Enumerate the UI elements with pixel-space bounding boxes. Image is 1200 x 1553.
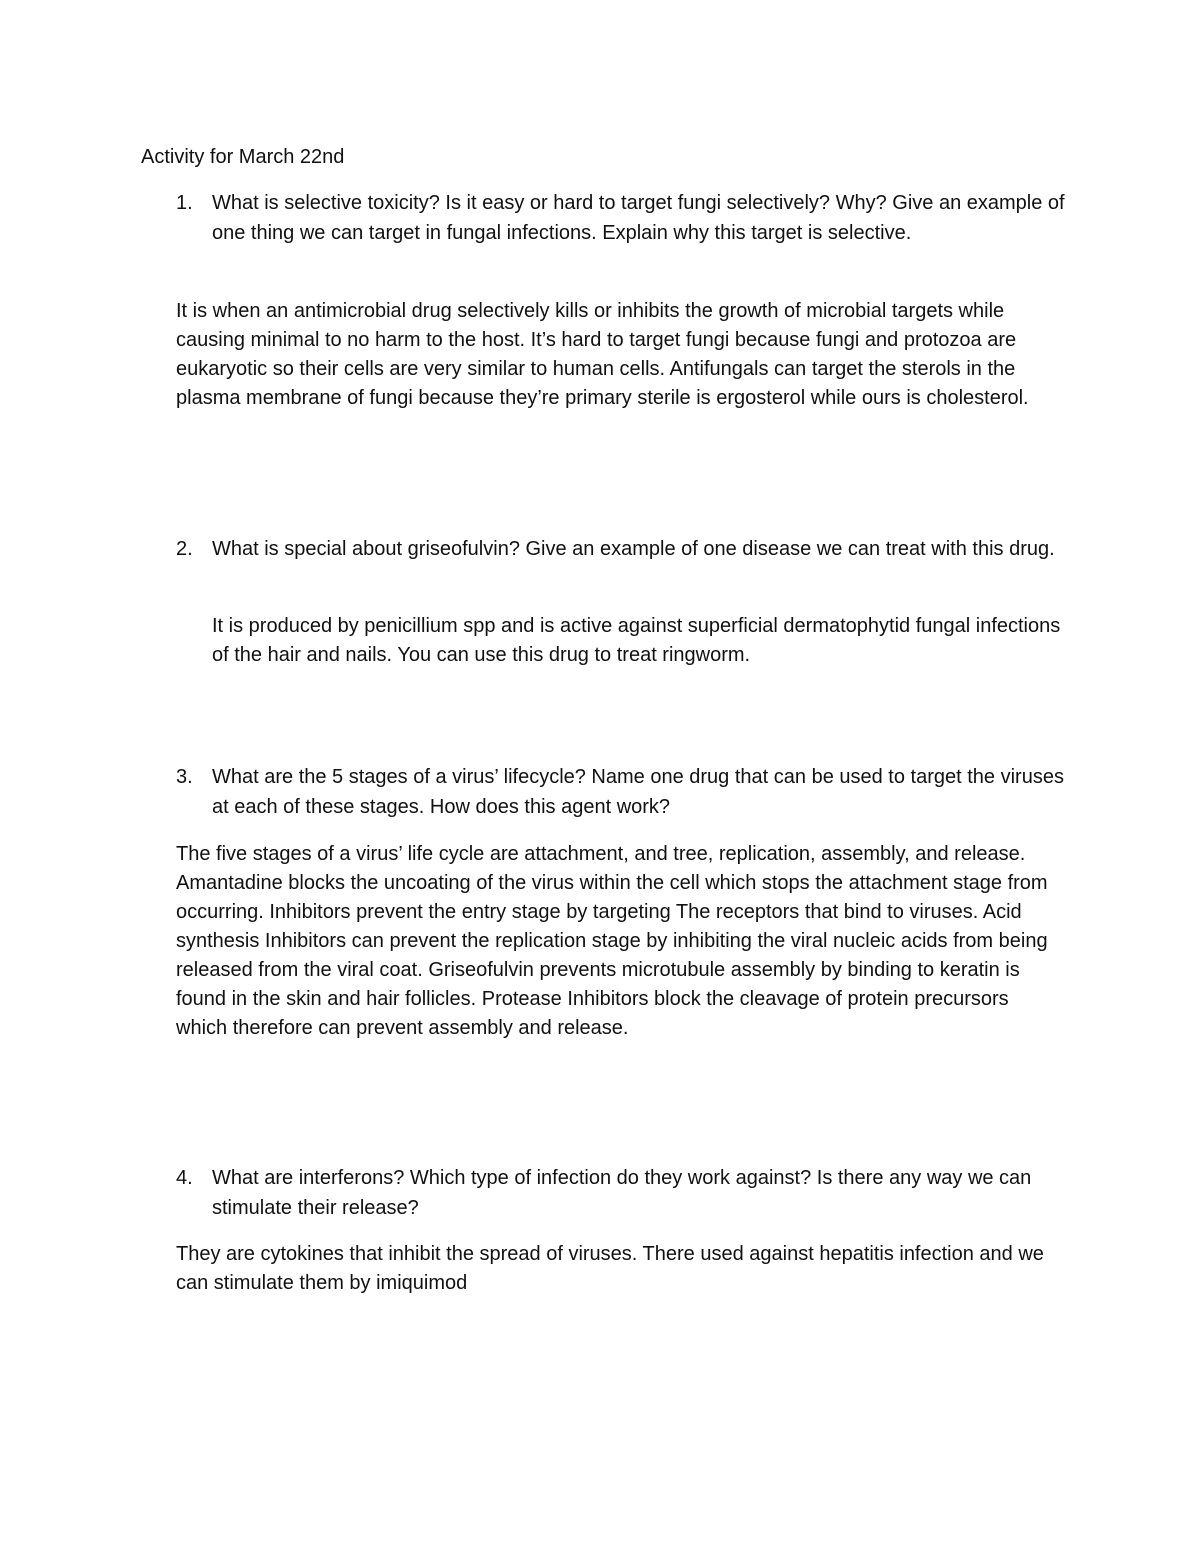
- document-title: Activity for March 22nd: [141, 146, 345, 168]
- question-number: 2.: [176, 538, 193, 560]
- answer-4: They are cytokines that inhibit the spread of viruses. There used against hepatitis infection and we can stimulate them by imiquimod: [176, 1243, 1044, 1294]
- question-text: What are interferons? Which type of infection do they work against? Is there any way we can stimulate their release?: [212, 1167, 1032, 1219]
- question-text: What is special about griseofulvin? Give an example of one disease we can treat with this drug.: [212, 538, 1055, 560]
- answer-3: The five stages of a virus’ life cycle are attachment, and tree, replication, assembly, and release. Amantadine blocks the uncoating of the virus within the cell which stops the attachment stage from occurring. Inhibitors prevent the entry stage by targeting The receptors that bind to viruses. Acid synthesis Inhibitors can prevent the replication stage by inhibiting the viral nucleic acids from being released from the viral coat. Griseofulvin prevents microtubule assembly by binding to keratin is found in the skin and hair follicles. Protease Inhibitors block the cleavage of protein precursors which therefore can prevent assembly and release.: [176, 843, 1048, 1039]
- question-2: [176, 534, 1076, 564]
- question-number: 4.: [176, 1167, 193, 1189]
- question-number: 3.: [176, 766, 193, 788]
- question-text: What are the 5 stages of a virus’ lifecycle? Name one drug that can be used to target the viruses at each of these stages. How does this agent work?: [212, 766, 1064, 818]
- question-3: [176, 762, 1076, 822]
- question-text: What is selective toxicity? Is it easy or hard to target fungi selectively? Why? Give an example of one thing we can target in fungal infections. Explain why this target is selective.: [212, 192, 1065, 244]
- question-1: [176, 188, 1076, 248]
- answer-1: It is when an antimicrobial drug selectively kills or inhibits the growth of microbial targets while causing minimal to no harm to the host. It’s hard to target fungi because fungi and protozoa are eukaryotic so their cells are very similar to human cells. Antifungals can target the sterols in the plasma membrane of fungi because they’re primary sterile is ergosterol while ours is cholesterol.: [176, 300, 1029, 409]
- question-4: [176, 1163, 1076, 1223]
- answer-2: It is produced by penicillium spp and is active against superficial dermatophytid fungal infections of the hair and nails. You can use this drug to treat ringworm.: [212, 615, 1061, 666]
- question-number: 1.: [176, 192, 193, 214]
